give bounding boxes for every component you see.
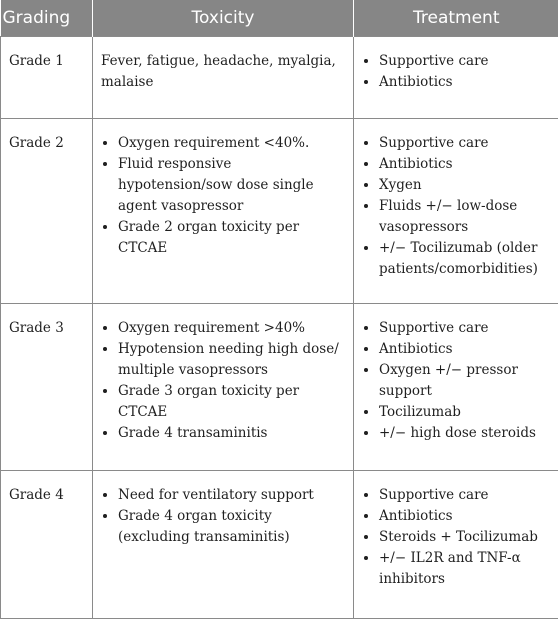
toxicity-cell: [93, 119, 354, 304]
list-item: • Grade 3 organ toxicity per CTCAE: [118, 381, 345, 423]
treatment-list: [362, 485, 550, 590]
list-item: • Tocilizumab: [379, 402, 550, 423]
toxicity-list: [101, 485, 345, 548]
list-item: • +/− Tocilizumab (older patients/comorbidities): [379, 238, 550, 280]
list-item: • Fluids +/− low-dose vasopressors: [379, 196, 550, 238]
list-item: • Hypotension needing high dose/ multiple vasopressors: [118, 339, 345, 381]
treatment-list: [362, 318, 550, 444]
treatment-cell: [354, 304, 558, 471]
list-item: • +/− high dose steroids: [379, 423, 550, 444]
list-item: • Antibiotics: [379, 72, 550, 93]
list-item: • Oxygen requirement <40%.: [118, 133, 345, 154]
list-item: • +/− IL2R and TNF-α inhibitors: [379, 548, 550, 590]
table-row: [1, 37, 558, 119]
list-item: • Supportive care: [379, 485, 550, 506]
treatment-cell: [354, 471, 558, 619]
list-item: • Antibiotics: [379, 154, 550, 175]
list-item: • Xygen: [379, 175, 550, 196]
grade-cell: Grade 3: [1, 304, 93, 471]
table-row: [1, 304, 558, 471]
header-row: [1, 0, 558, 37]
toxicity-cell: [93, 471, 354, 619]
list-item: • Oxygen requirement >40%: [118, 318, 345, 339]
list-item: • Supportive care: [379, 318, 550, 339]
treatment-cell: [354, 119, 558, 304]
header-treatment: Treatment: [354, 0, 558, 37]
treatment-cell: [354, 37, 558, 119]
treatment-list: [362, 51, 550, 93]
list-item: • Steroids + Tocilizumab: [379, 527, 550, 548]
list-item: • Grade 2 organ toxicity per CTCAE: [118, 217, 345, 259]
grade-cell: Grade 2: [1, 119, 93, 304]
list-item: • Supportive care: [379, 133, 550, 154]
toxicity-text: Fever, fatigue, headache, myalgia, malaise: [101, 51, 345, 93]
list-item: • Supportive care: [379, 51, 550, 72]
toxicity-list: [101, 133, 345, 259]
list-item: • Fluid responsive hypotension/sow dose single agent vasopressor: [118, 154, 345, 217]
list-item: • Antibiotics: [379, 506, 550, 527]
list-item: • Grade 4 transaminitis: [118, 423, 345, 444]
grade-cell: Grade 1: [1, 37, 93, 119]
table-row: [1, 119, 558, 304]
toxicity-cell: [93, 37, 354, 119]
list-item: • Grade 4 organ toxicity (excluding transaminitis): [118, 506, 345, 548]
header-toxicity: Toxicity: [93, 0, 354, 37]
treatment-list: [362, 133, 550, 280]
table-row: [1, 471, 558, 619]
list-item: • Antibiotics: [379, 339, 550, 360]
list-item: • Need for ventilatory support: [118, 485, 345, 506]
grade-cell: Grade 4: [1, 471, 93, 619]
toxicity-cell: [93, 304, 354, 471]
header-grading: Grading: [1, 0, 93, 37]
toxicity-list: [101, 318, 345, 444]
list-item: • Oxygen +/− pressor support: [379, 360, 550, 402]
